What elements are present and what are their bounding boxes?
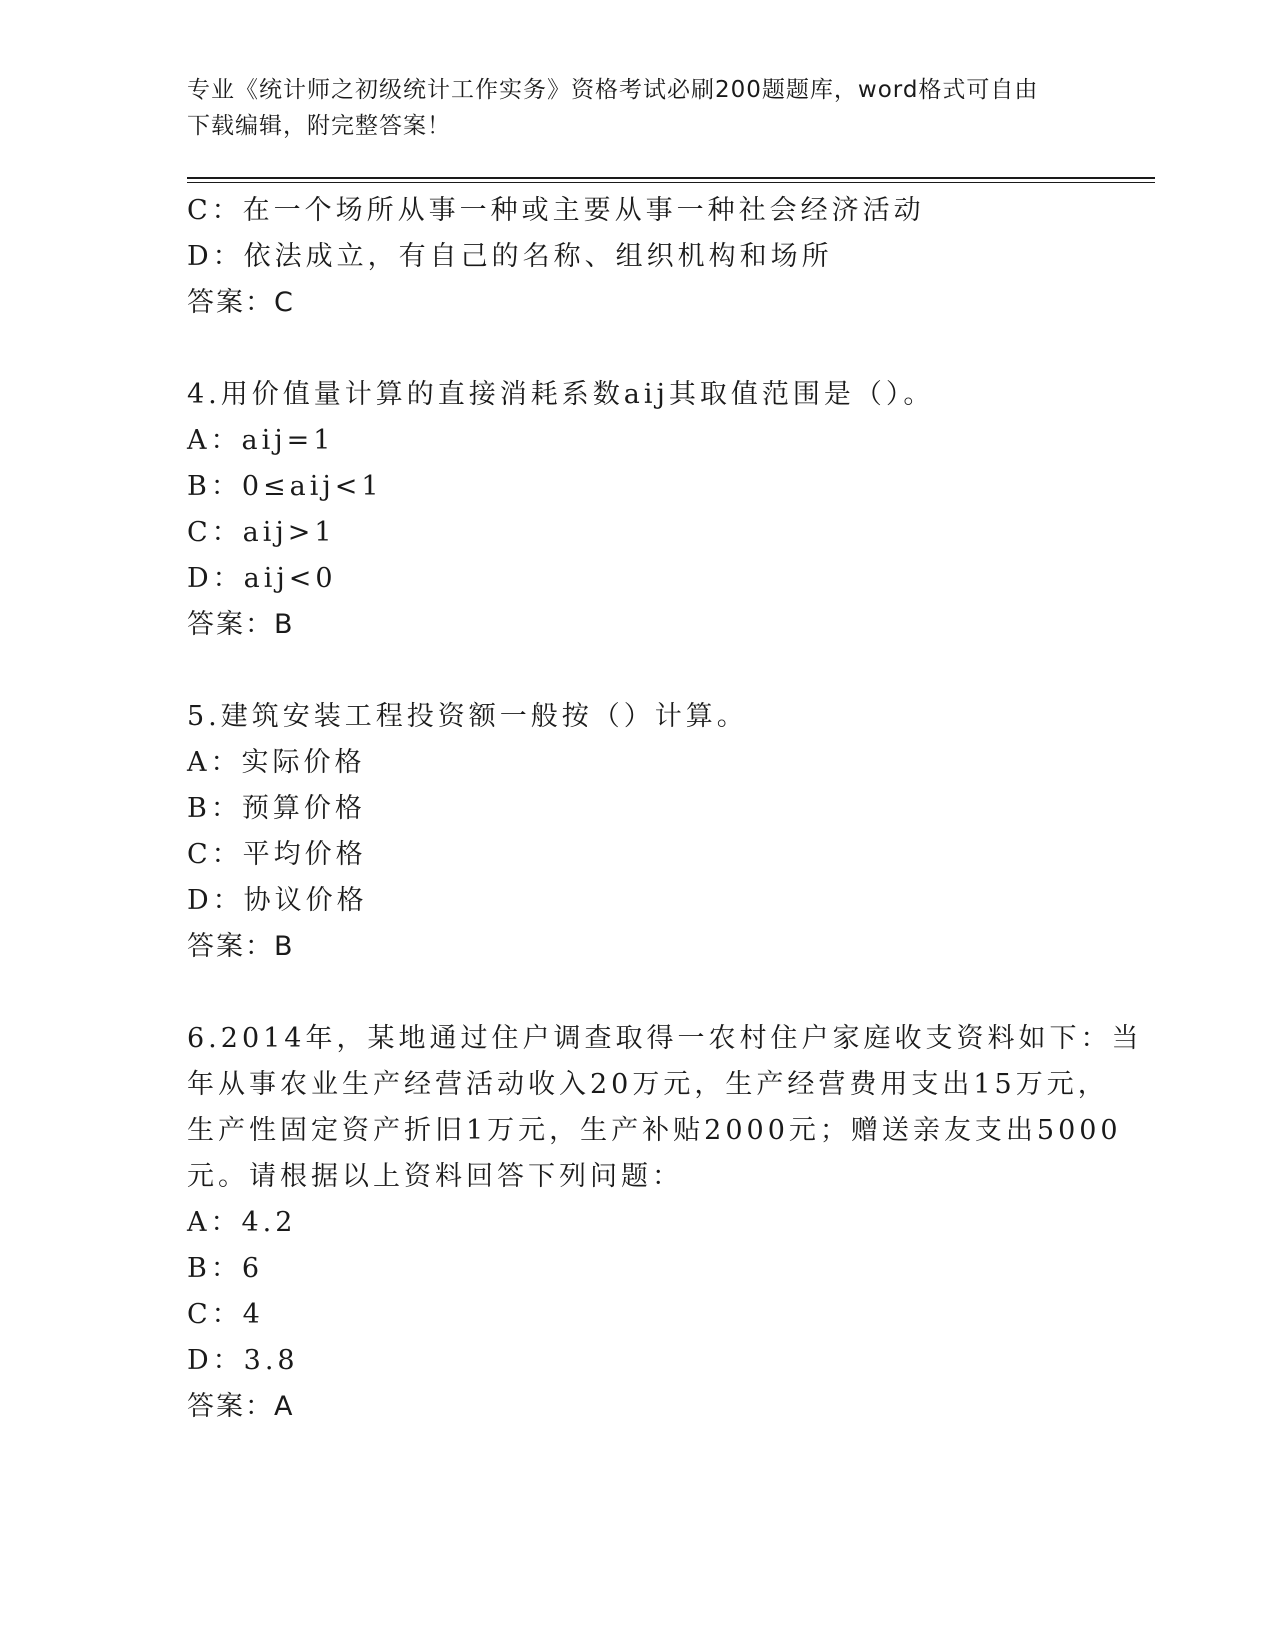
header-divider-thin [187,182,1155,183]
header-line-2: 下载编辑，附完整答案！ [187,113,451,139]
header-line-1: 专业《统计师之初级统计工作实务》资格考试必刷200题题库，word格式可自由 [187,77,1039,103]
header-divider-thick [187,177,1155,179]
option-c: C：4 [187,1299,264,1330]
answer: 答案：B [187,931,295,962]
question-4 [187,372,1077,648]
option-c: C：aij>1 [187,517,336,548]
option-d: D：依法成立，有自己的名称、组织机构和场所 [187,241,833,272]
question-stem-line-4: 元。请根据以上资料回答下列问题： [187,1161,683,1192]
option-c: C：平均价格 [187,839,367,870]
option-a: A：aij=1 [187,425,335,456]
option-d: D：协议价格 [187,885,368,916]
option-d: D：aij<0 [187,563,337,594]
question-stem-line-3: 生产性固定资产折旧1万元，生产补贴2000元；赠送亲友支出5000 [187,1115,1122,1146]
option-d: D：3.8 [187,1345,299,1376]
option-a: A：4.2 [187,1207,297,1238]
document-header [187,72,1067,144]
option-b: B：预算价格 [187,793,366,824]
question-5 [187,694,1077,970]
question-3-tail [187,188,1077,326]
option-b: B：6 [187,1253,264,1284]
answer: 答案：B [187,609,295,640]
question-6 [187,1016,1143,1430]
question-stem-line-2: 年从事农业生产经营活动收入20万元，生产经营费用支出15万元， [187,1069,1109,1100]
option-c: C：在一个场所从事一种或主要从事一种社会经济活动 [187,195,925,226]
question-list [187,188,1143,1476]
answer: 答案：C [187,287,295,318]
option-b: B：0≤aij<1 [187,471,383,502]
question-stem: 5.建筑安装工程投资额一般按（）计算。 [187,701,748,732]
question-stem-line-1: 6.2014年，某地通过住户调查取得一农村住户家庭收支资料如下：当 [187,1023,1143,1054]
answer: 答案：A [187,1391,295,1422]
question-stem: 4.用价值量计算的直接消耗系数aij其取值范围是（）。 [187,379,935,410]
option-a: A：实际价格 [187,747,366,778]
